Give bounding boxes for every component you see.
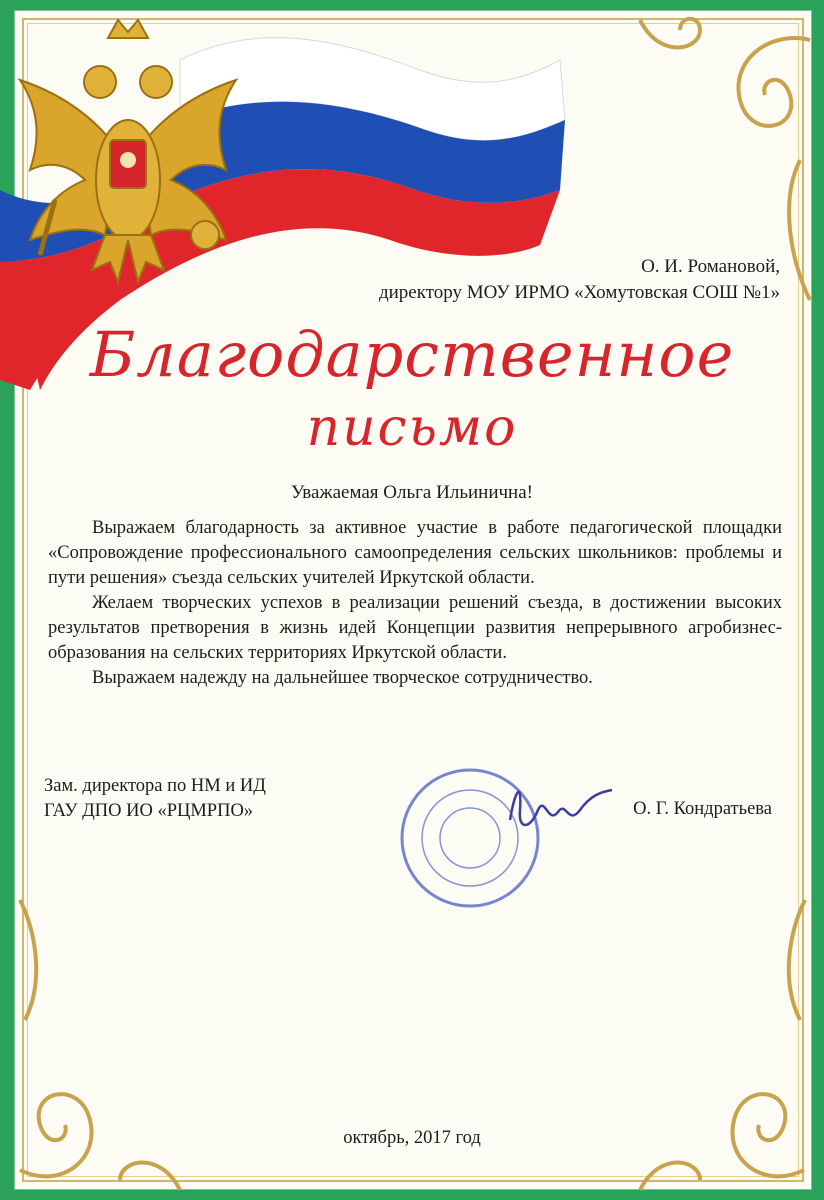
letter-body <box>48 516 782 691</box>
document-date: октябрь, 2017 год <box>343 1128 481 1148</box>
addressee-block <box>379 254 780 306</box>
signatory-position <box>44 774 266 824</box>
official-stamp <box>402 770 538 906</box>
handwritten-signature <box>510 790 612 825</box>
signatory-position-line1: Зам. директора по НМ и ИД <box>44 776 266 796</box>
signatory-organization: ГАУ ДПО ИО «РЦМРПО» <box>44 801 254 821</box>
paragraph-wishes: Желаем творческих успехов в реализации решений съезда, в достижении высоких результатов претворения в жизнь идей Концепции развития непрерывного агробизнес-образования на сельских территориях Иркутской области. <box>48 593 782 663</box>
addressee-position: директору МОУ ИРМО «Хомутовская СОШ №1» <box>378 282 780 303</box>
paragraph-cooperation: Выражаем надежду на дальнейшее творческое сотрудничество. <box>92 668 593 688</box>
document-title-line1: Благодарственное <box>89 318 735 391</box>
paragraph-gratitude: Выражаем благодарность за активное участие в работе педагогической площадки «Сопровождение профессионального самоопределения сельских школьников: проблемы и пути решения» съезда сельских учителей Иркутской области. <box>48 518 782 588</box>
greeting: Уважаемая Ольга Ильинична! <box>291 482 533 503</box>
signatory-name: О. Г. Кондратьева <box>633 799 772 819</box>
document-title-line2: письмо <box>306 398 518 458</box>
addressee-name: О. И. Романовой, <box>641 256 780 277</box>
